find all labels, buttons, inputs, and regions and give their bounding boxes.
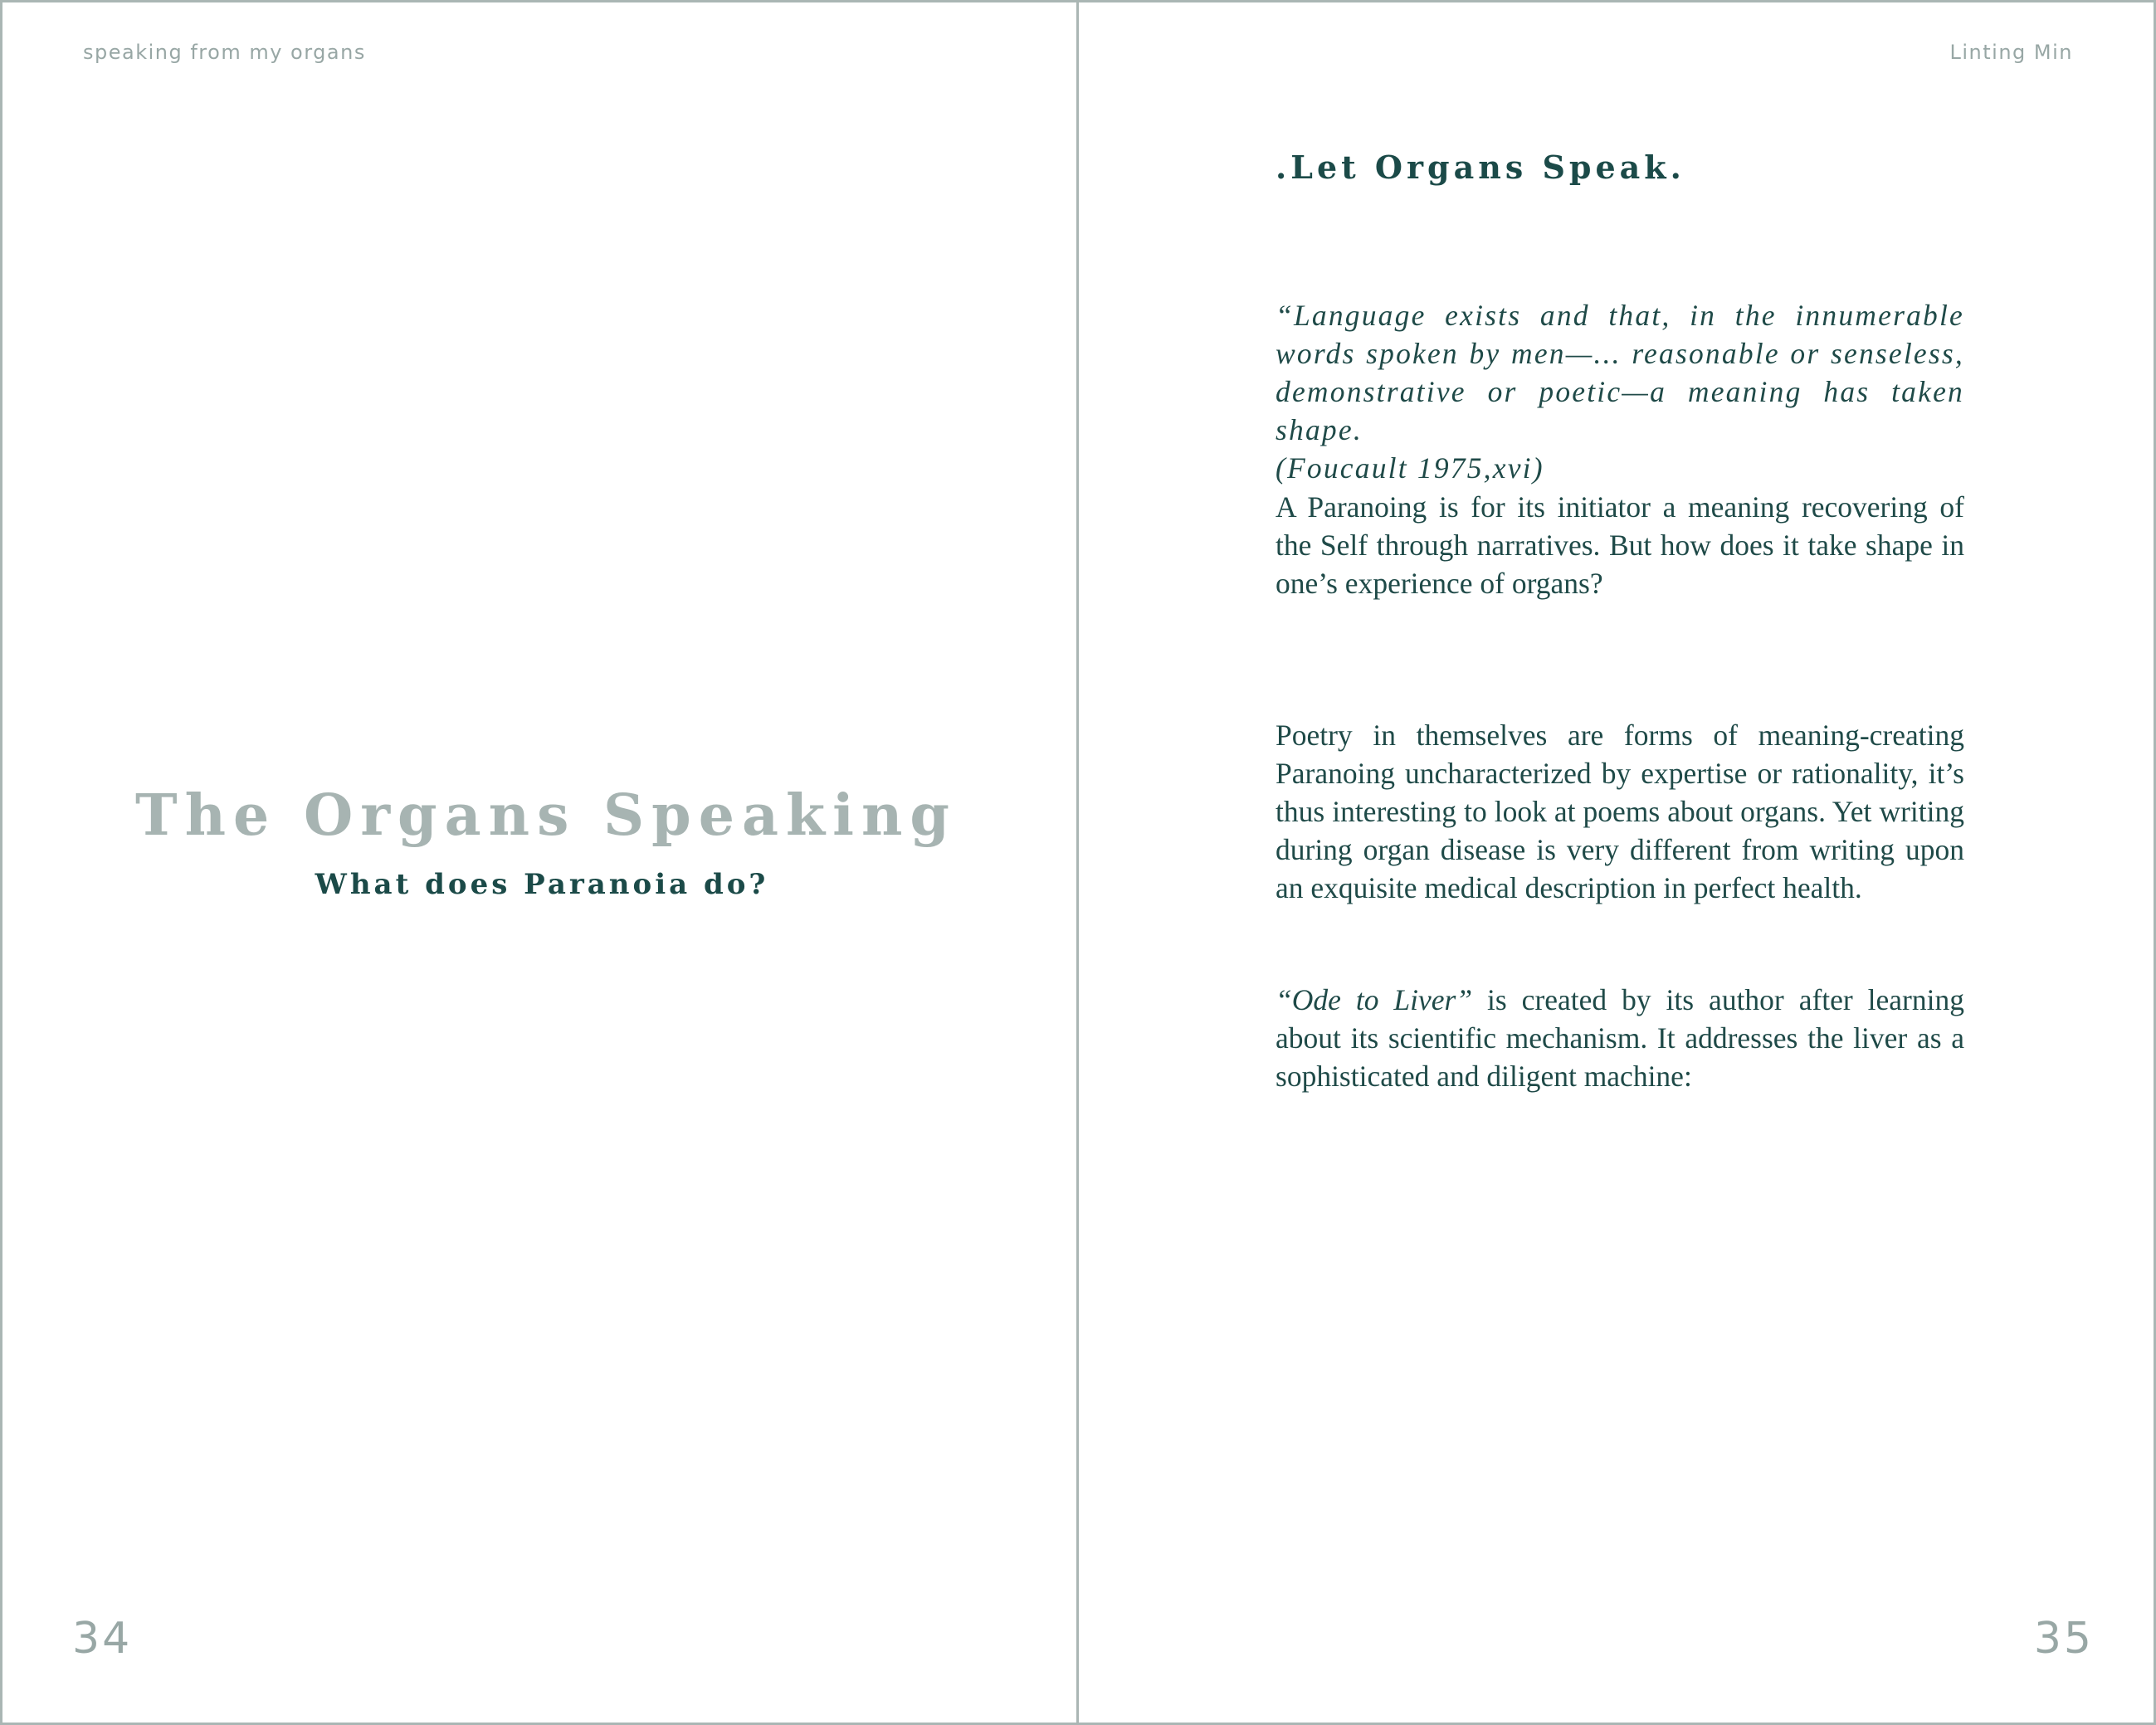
right-page <box>1076 0 2156 1725</box>
chapter-opening <box>2 782 1081 901</box>
chapter-title: The Organs Speaking <box>135 782 957 849</box>
page-number-left: 34 <box>72 1614 133 1664</box>
section-heading: .Let Organs Speak. <box>1276 149 1685 186</box>
paragraph-3 <box>1276 981 1964 1095</box>
running-head-left: speaking from my organs <box>83 41 366 64</box>
paragraph-2: Poetry in themselves are forms of meaning-creating Paranoing uncharacterized by expertise or rationality, it’s thus interesting to look at poems about organs. Yet writing during organ disease is very different from writing upon an exquisite medical description in perfect health. <box>1276 719 1964 904</box>
paragraph-3-text: is created by its author after learning about its scientific mechanism. It addresses the liver as a sophisticated and diligent machine: <box>1276 983 1964 1093</box>
quote-citation: (Foucault 1975,xvi) <box>1276 451 1544 485</box>
paragraph-1: A Paranoing is for its initiator a meaning recovering of the Self through narratives. But how does it take shape in one’s experience of organs? <box>1276 490 1964 600</box>
quote-text: “Language exists and that, in the innumerable words spoken by men—... reasonable or senseless, demonstrative or poetic—a meaning has taken shape. <box>1276 299 1964 446</box>
poem-title: “Ode to Liver” <box>1276 983 1473 1016</box>
running-head-right: Linting Min <box>1949 41 2073 64</box>
epigraph-quote <box>1276 296 1964 487</box>
page-number-right: 35 <box>2033 1614 2094 1664</box>
chapter-subtitle: What does Paranoia do? <box>315 868 769 901</box>
